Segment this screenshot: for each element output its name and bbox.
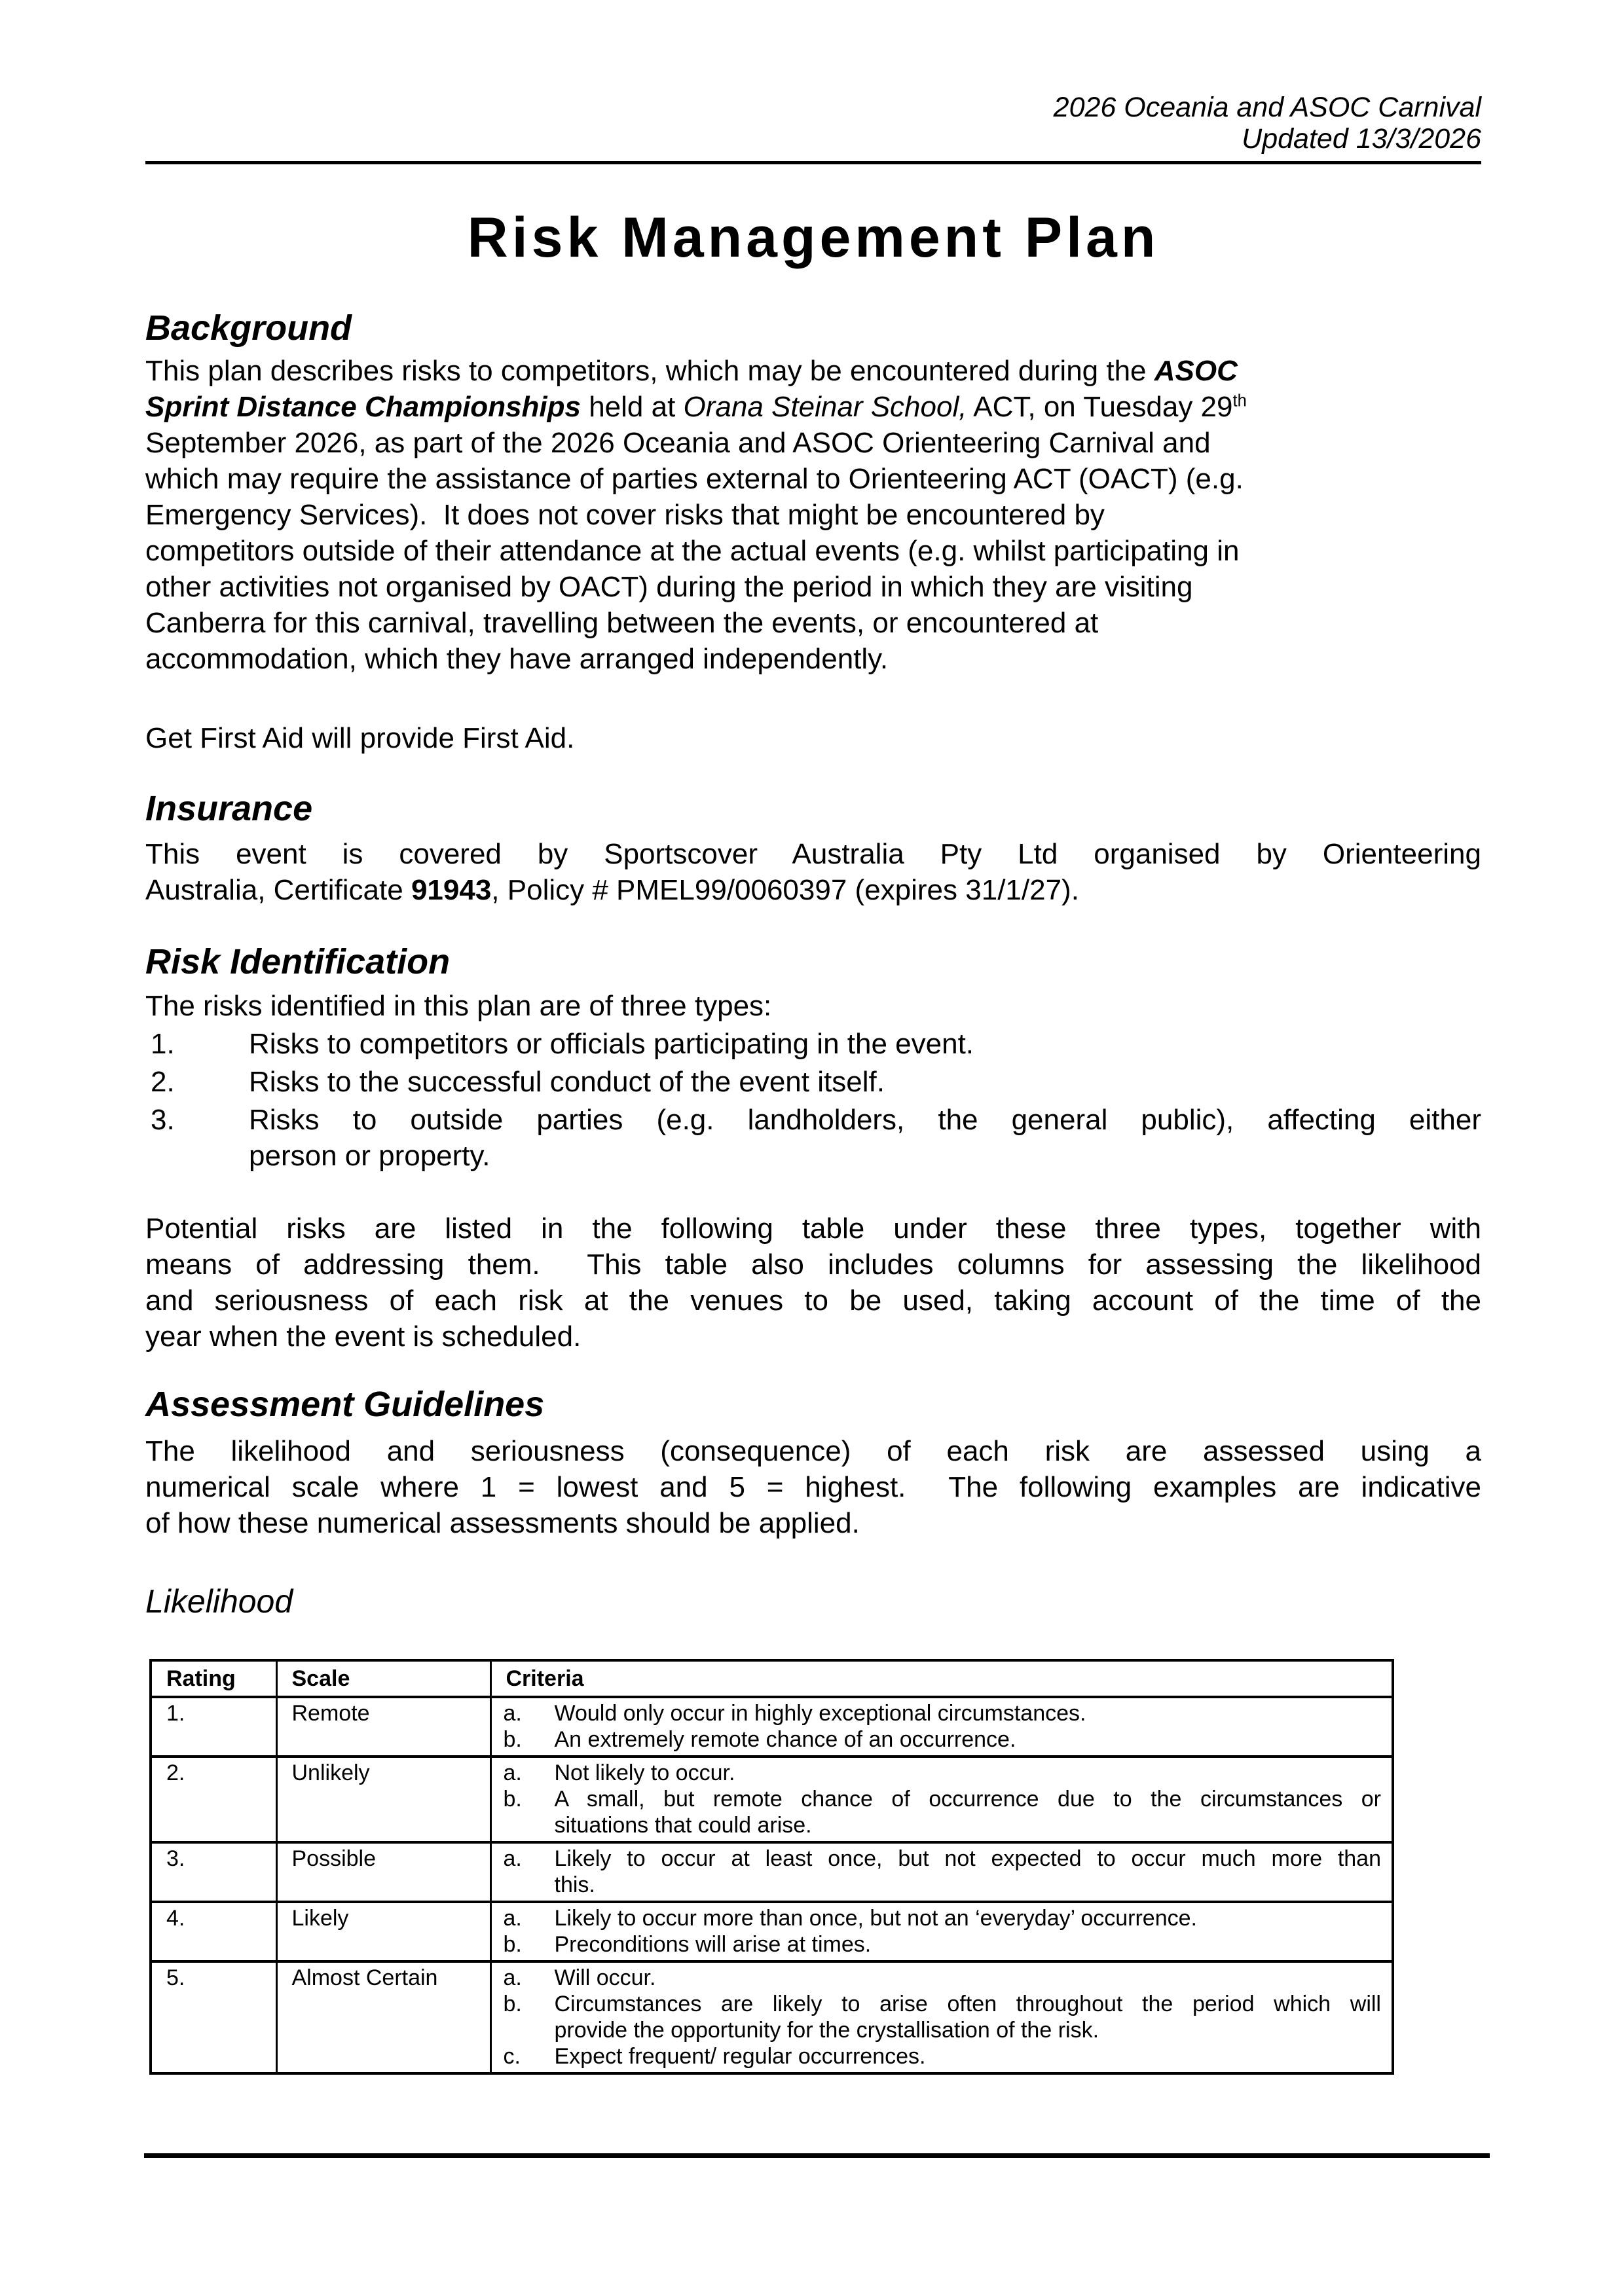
paragraph [145, 1211, 1481, 1355]
rating-cell: 1. [151, 1697, 276, 1757]
table-row [151, 1961, 1393, 2073]
likelihood-table [149, 1659, 1394, 2075]
text-line: Risks to competitors or officials participating in the event. [249, 1028, 974, 1060]
text-line: The risks identified in this plan are of three types: [145, 990, 772, 1022]
text-line: accommodation, which they have arranged independently. [145, 643, 889, 675]
text-line: of how these numerical assessments should be applied. [145, 1507, 860, 1539]
text-line: year when the event is scheduled. [145, 1321, 581, 1353]
text-line: Preconditions will arise at times. [554, 1932, 872, 1957]
table-row [151, 1902, 1393, 1961]
table-row [151, 1842, 1393, 1902]
heading-background: Background [145, 308, 352, 348]
criteria-cell [490, 1961, 1393, 2073]
criteria-letter: b. [503, 1787, 522, 1812]
paragraph [145, 988, 1481, 1024]
text-line: A small, but remote chance of occurrence due to the circumstances or [554, 1787, 1381, 1812]
text-line: September 2026, as part of the 2026 Oceania and ASOC Orienteering Carnival and [145, 427, 1211, 459]
criteria-cell [490, 1757, 1393, 1842]
column-header-rating: Rating [151, 1660, 276, 1697]
document-body [145, 307, 1481, 1621]
table-row [151, 1757, 1393, 1842]
rating-cell: 4. [151, 1902, 276, 1961]
text-line: and seriousness of each risk at the venues to be used, taking account of the time of the [145, 1285, 1481, 1317]
paragraph [145, 1433, 1481, 1541]
criteria-item [504, 1931, 1382, 1958]
header-line-1: 2026 Oceania and ASOC Carnival [1053, 92, 1481, 123]
column-header-scale: Scale [276, 1660, 490, 1697]
criteria-item [504, 1905, 1382, 1931]
paragraph [145, 720, 1481, 756]
criteria-letter: a. [503, 1760, 522, 1785]
text-line: This plan describes risks to competitors, which may be encountered during the ASOC [145, 355, 1238, 387]
text-line: Sprint Distance Championships held at Orana Steinar School, ACT, on Tuesday 29th [145, 391, 1247, 423]
list-item-number: 2. [151, 1066, 175, 1098]
criteria-item [504, 1700, 1382, 1726]
paragraph [145, 353, 1481, 677]
scale-cell: Likely [276, 1902, 490, 1961]
text-line: This event is covered by Sportscover Australia Pty Ltd organised by Orienteering [145, 838, 1481, 870]
heading-insurance: Insurance [145, 789, 313, 828]
text-line: Circumstances are likely to arise often throughout the period which will [554, 1992, 1381, 2016]
text-line: An extremely remote chance of an occurrence. [554, 1727, 1016, 1752]
criteria-item [504, 1760, 1382, 1786]
criteria-cell [490, 1697, 1393, 1757]
rating-cell: 3. [151, 1842, 276, 1902]
text-line: situations that could arise. [554, 1813, 812, 1838]
criteria-letter: b. [503, 1727, 522, 1752]
text-line: Emergency Services). It does not cover risks that might be encountered by [145, 499, 1105, 531]
criteria-letter: b. [503, 1932, 522, 1957]
header-line-2: Updated 13/3/2026 [1242, 123, 1481, 155]
text-line: The likelihood and seriousness (consequence) of each risk are assessed using a [145, 1435, 1481, 1467]
text-line: person or property. [249, 1140, 490, 1172]
scale-cell: Possible [276, 1842, 490, 1902]
text-line: Get First Aid will provide First Aid. [145, 722, 575, 754]
scale-cell: Almost Certain [276, 1961, 490, 2073]
page-header [145, 92, 1481, 155]
list-item [145, 1064, 1481, 1100]
text-line: Potential risks are listed in the following table under these three types, together with [145, 1212, 1481, 1245]
list-item [145, 1026, 1481, 1062]
criteria-letter: b. [503, 1992, 522, 2016]
text-line: Not likely to occur. [554, 1760, 735, 1785]
criteria-letter: a. [503, 1846, 522, 1871]
table-header [151, 1660, 1393, 1697]
table-row [151, 1697, 1393, 1757]
criteria-item [504, 1726, 1382, 1753]
criteria-letter: a. [503, 1701, 522, 1726]
header-rule [145, 161, 1481, 164]
text-line: Risks to outside parties (e.g. landholders, the general public), affecting either [249, 1104, 1481, 1136]
criteria-item [504, 2043, 1382, 2069]
criteria-item [504, 1846, 1382, 1898]
text-line: Likely to occur at least once, but not expected to occur much more than [554, 1846, 1381, 1871]
scale-cell: Remote [276, 1697, 490, 1757]
heading-assessment-guidelines: Assessment Guidelines [145, 1385, 545, 1424]
criteria-cell [490, 1902, 1393, 1961]
text-line: which may require the assistance of parties external to Orienteering ACT (OACT) (e.g. [145, 463, 1244, 495]
criteria-item [504, 1965, 1382, 1991]
rating-cell: 2. [151, 1757, 276, 1842]
paragraph [145, 836, 1481, 908]
criteria-item [504, 1786, 1382, 1838]
text-line: Canberra for this carnival, travelling between the events, or encountered at [145, 607, 1099, 639]
criteria-letter: a. [503, 1906, 522, 1931]
text-line: Australia, Certificate 91943, Policy # PMEL99/0060397 (expires 31/1/27). [145, 874, 1079, 906]
heading-likelihood: Likelihood [145, 1583, 293, 1620]
criteria-letter: c. [503, 2044, 521, 2069]
list-item-number: 3. [151, 1104, 175, 1136]
criteria-item [504, 1991, 1382, 2043]
text-line: this. [554, 1872, 595, 1897]
table-header-row [151, 1660, 1393, 1697]
numbered-list [145, 1026, 1481, 1174]
text-line: other activities not organised by OACT) during the period in which they are visiting [145, 571, 1193, 603]
text-line: Likely to occur more than once, but not an ‘everyday’ occurrence. [554, 1906, 1197, 1931]
text-line: numerical scale where 1 = lowest and 5 = highest. The following examples are indicative [145, 1471, 1481, 1503]
text-line: means of addressing them. This table also includes columns for assessing the likelihood [145, 1248, 1481, 1281]
document-title: Risk Management Plan [467, 206, 1160, 269]
text-line: Expect frequent/ regular occurrences. [554, 2044, 926, 2069]
text-line: competitors outside of their attendance at the actual events (e.g. whilst participating in [145, 535, 1240, 567]
rating-cell: 5. [151, 1961, 276, 2073]
text-line: Would only occur in highly exceptional circumstances. [554, 1701, 1086, 1726]
criteria-cell [490, 1842, 1393, 1902]
column-header-criteria: Criteria [490, 1660, 1393, 1697]
list-item [145, 1102, 1481, 1174]
text-line: provide the opportunity for the crystallisation of the risk. [554, 2018, 1099, 2043]
scale-cell: Unlikely [276, 1757, 490, 1842]
text-line: Risks to the successful conduct of the event itself. [249, 1066, 885, 1098]
heading-risk-identification: Risk Identification [145, 942, 451, 981]
text-line: Will occur. [554, 1965, 656, 1990]
list-item-number: 1. [151, 1028, 175, 1060]
criteria-letter: a. [503, 1965, 522, 1990]
footer-rule [144, 2153, 1490, 2158]
